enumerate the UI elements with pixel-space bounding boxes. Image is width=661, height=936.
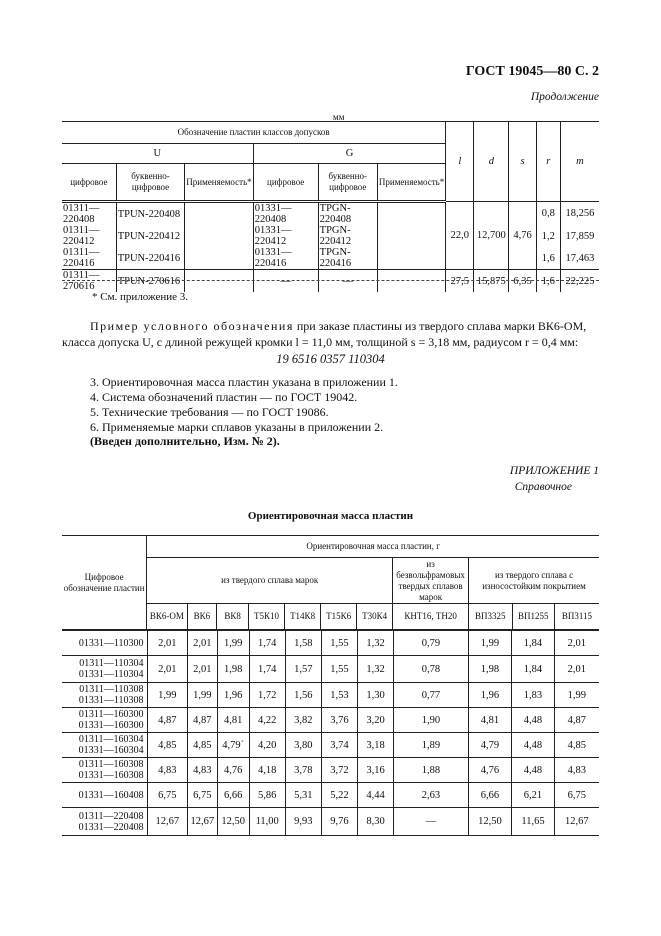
table-row bbox=[62, 758, 599, 783]
param-l: l bbox=[446, 122, 474, 202]
cell-m: 22,225 bbox=[560, 270, 599, 293]
cell-mass: 4,83 bbox=[187, 758, 217, 783]
cell-g-num: 01331—220412 bbox=[253, 225, 318, 247]
cell-u-num: 01311—270616 bbox=[63, 270, 100, 292]
cell-mass: 4,79 bbox=[468, 733, 512, 758]
cell-mass: 6,21 bbox=[512, 783, 555, 808]
cell-mass: 1,74 bbox=[249, 631, 285, 656]
grade-header: Т5К10 bbox=[249, 604, 285, 630]
designation-line: 01311—110308 bbox=[79, 684, 144, 695]
cell-mass: 2,01 bbox=[554, 631, 599, 656]
table-row bbox=[62, 783, 599, 808]
cell-designation bbox=[62, 758, 147, 783]
cell-mass: 2,01 bbox=[147, 656, 187, 683]
cell-g-num: 01331—220416 bbox=[253, 247, 318, 270]
cell-r: 1,6 bbox=[536, 247, 560, 270]
cell-mass: 0,77 bbox=[394, 683, 468, 708]
designation-line: 01331—160300 bbox=[78, 720, 144, 731]
cell-mass: 3,76 bbox=[321, 708, 357, 733]
cell-u-num: 01311—220412 bbox=[63, 225, 100, 247]
cell-mass: 1,57 bbox=[285, 656, 321, 683]
cell-l-merged: 22,0 bbox=[446, 202, 474, 270]
appendix-subtitle: Справочное bbox=[514, 481, 572, 493]
cell-mass: 12,50 bbox=[468, 808, 512, 836]
cell-mass: 1,89 bbox=[394, 733, 468, 758]
cell-designation bbox=[62, 708, 147, 733]
cell-designation bbox=[62, 783, 147, 808]
footnote: * См. приложение 3. bbox=[92, 291, 189, 303]
designation-line: 01331—160304 bbox=[78, 745, 144, 756]
cell-mass: 6,75 bbox=[187, 783, 217, 808]
cell-mass: 1,99 bbox=[554, 683, 599, 708]
param-r: r bbox=[536, 122, 560, 202]
cell-u-app bbox=[185, 247, 253, 270]
mass-table bbox=[62, 535, 599, 639]
cell-mass: 12,67 bbox=[187, 808, 217, 836]
cell-mass: 4,22 bbox=[249, 708, 285, 733]
cell-mass: 4,18 bbox=[249, 758, 285, 783]
cell-mass: 8,30 bbox=[358, 808, 394, 836]
group-tungsten-free: из безвольфрамовых твердых сплавов марок bbox=[393, 558, 469, 604]
cell-mass: 9,93 bbox=[285, 808, 321, 836]
cell-g-app bbox=[377, 247, 445, 270]
cell-mass: 11,00 bbox=[249, 808, 285, 836]
cell-mass: 3,78 bbox=[285, 758, 321, 783]
table-row bbox=[62, 202, 599, 226]
param-d: d bbox=[474, 122, 509, 202]
designation-line: 01331—160408 bbox=[78, 789, 144, 801]
cell-mass: 1,32 bbox=[358, 656, 394, 683]
cell-mass: 1,99 bbox=[468, 631, 512, 656]
sub-header-alnum: буквенно-цифровое bbox=[116, 164, 185, 202]
cell-mass: 3,18 bbox=[358, 733, 394, 758]
cell-mass: 11,65 bbox=[512, 808, 555, 836]
designation-table bbox=[62, 121, 599, 292]
item-4: 4. Система обозначений пластин — по ГОСТ 19042. bbox=[90, 390, 358, 404]
cell-mass: 0,79 bbox=[394, 631, 468, 656]
cell-mass: 4,85 bbox=[187, 733, 217, 758]
cell-mass: 1,99 bbox=[217, 631, 249, 656]
cell-mass: 3,20 bbox=[358, 708, 394, 733]
cell-mass: 1,74 bbox=[249, 656, 285, 683]
cell-mass: 0,78 bbox=[394, 656, 468, 683]
cell-g-alpha: — bbox=[318, 270, 377, 293]
cell-d: 15,875 bbox=[474, 270, 509, 293]
cell-mass: 2,01 bbox=[147, 631, 187, 656]
cell-m: 18,256 bbox=[560, 202, 599, 226]
cell-u-app bbox=[185, 202, 253, 226]
cell-mass: 6,66 bbox=[468, 783, 512, 808]
cell-mass: 1,98 bbox=[217, 656, 249, 683]
amendment-note: (Введен дополнительно, Изм. № 2). bbox=[90, 434, 280, 448]
cell-mass: 6,75 bbox=[554, 783, 599, 808]
example-line-2: класса допуска U, с длиной режущей кромки l = 11,0 мм, толщиной s = 3,18 мм, радиусом r = 0,4 мм: bbox=[62, 335, 579, 349]
cell-mass: 12,50 bbox=[217, 808, 249, 836]
cell-mass: 4,87 bbox=[187, 708, 217, 733]
cell-mass: 4,85 bbox=[554, 733, 599, 758]
grade-header: Т15К6 bbox=[321, 604, 357, 630]
designation-line: 01311—220408 bbox=[78, 810, 144, 822]
example-lead: Пример условного обозначения bbox=[90, 319, 294, 333]
param-m: m bbox=[560, 122, 599, 202]
grade-header: Т14К8 bbox=[285, 604, 321, 630]
designation-line: 01331—110304 bbox=[78, 669, 144, 680]
cell-mass: 4,81 bbox=[217, 708, 249, 733]
cell-designation bbox=[62, 733, 147, 758]
sub-header-usage: Применяемость* bbox=[377, 164, 445, 202]
item-5: 5. Технические требования — по ГОСТ 19086. bbox=[90, 405, 329, 419]
designation-line: 01311—160300 bbox=[78, 709, 144, 720]
grade-header: ВК6-ОМ bbox=[147, 604, 187, 630]
appendix-title: ПРИЛОЖЕНИЕ 1 bbox=[509, 465, 599, 477]
cell-mass: 4,83 bbox=[554, 758, 599, 783]
example-code: 19 6516 0357 110304 bbox=[276, 352, 385, 366]
cell-g-alpha: TPGN-220412 bbox=[318, 225, 377, 247]
cell-mass: 3,80 bbox=[285, 733, 321, 758]
cell-mass: 1,30 bbox=[358, 683, 394, 708]
group-hard-alloy: из твердого сплава марок bbox=[147, 558, 393, 604]
cell-mass: 2,01 bbox=[554, 656, 599, 683]
cell-mass: 1,32 bbox=[358, 631, 394, 656]
table-row bbox=[62, 683, 599, 708]
example-text: при заказе пластины из твердого сплава марки ВК6-ОМ, bbox=[293, 319, 587, 333]
cell-mass: 1,55 bbox=[321, 656, 357, 683]
mass-header: Ориентировочная масса пластин, г bbox=[147, 536, 599, 558]
cell-mass: 4,48 bbox=[512, 708, 555, 733]
cell-g-num: — bbox=[253, 270, 318, 293]
table-row bbox=[62, 708, 599, 733]
table-row bbox=[62, 733, 599, 758]
cell-mass: 1,99 bbox=[187, 683, 217, 708]
cell-designation bbox=[62, 683, 147, 708]
cell-mass: 4,87 bbox=[554, 708, 599, 733]
cell-mass: 4,85 bbox=[147, 733, 187, 758]
cell-mass: 5,86 bbox=[249, 783, 285, 808]
cell-mass: 1,88 bbox=[394, 758, 468, 783]
sub-header-digital: цифровое bbox=[62, 164, 116, 202]
cell-mass: 1,98 bbox=[468, 656, 512, 683]
cell-mass: 3,74 bbox=[321, 733, 357, 758]
cell-mass: 4,87 bbox=[147, 708, 187, 733]
cell-mass: 4,79` bbox=[217, 733, 249, 758]
cell-r: 0,8 bbox=[536, 202, 560, 226]
cell-u-app bbox=[185, 225, 253, 247]
cell-mass: 12,67 bbox=[554, 808, 599, 836]
cell-mass: 1,72 bbox=[249, 683, 285, 708]
continuation-label: Продолжение bbox=[530, 91, 599, 103]
cell-mass: 4,76 bbox=[217, 758, 249, 783]
cell-s-merged: 4,76 bbox=[509, 202, 536, 270]
cell-designation bbox=[62, 808, 147, 836]
group-coated: из твердого сплава с износостойким покрытием bbox=[469, 558, 599, 604]
example-line-1 bbox=[62, 318, 599, 334]
cell-mass: 4,48 bbox=[512, 758, 555, 783]
item-3: 3. Ориентировочная масса пластин указана в приложении 1. bbox=[90, 375, 398, 389]
designation-line: 01331—220408 bbox=[78, 821, 144, 833]
sub-header-usage: Применяемость* bbox=[185, 164, 253, 202]
cell-u-num: 01311—220408 bbox=[63, 203, 100, 225]
unit-label: мм bbox=[333, 112, 345, 122]
grade-header: КНТ16, ТН20 bbox=[393, 604, 469, 630]
cell-u-alpha: TPUN-220408 bbox=[116, 202, 185, 226]
cell-mass: 3,72 bbox=[321, 758, 357, 783]
cell-g-alpha: TPGN-220408 bbox=[318, 202, 377, 226]
grade-header: Т30К4 bbox=[357, 604, 393, 630]
cell-mass: 5,31 bbox=[285, 783, 321, 808]
cell-l: 27,5 bbox=[446, 270, 474, 293]
page-header: ГОСТ 19045—80 С. 2 bbox=[465, 64, 599, 79]
cell-mass: 1,55 bbox=[321, 631, 357, 656]
cell-mass: 1,90 bbox=[394, 708, 468, 733]
cell-mass: 5,22 bbox=[321, 783, 357, 808]
cell-mass: 1,83 bbox=[512, 683, 555, 708]
cell-mass: 1,84 bbox=[512, 631, 555, 656]
cell-mass: 3,16 bbox=[358, 758, 394, 783]
designation-line: 01331—110300 bbox=[78, 637, 144, 649]
cell-mass: 1,96 bbox=[217, 683, 249, 708]
table-row bbox=[62, 656, 599, 683]
table-end-rule bbox=[62, 280, 599, 281]
cell-designation bbox=[62, 631, 147, 656]
cell-mass: 12,67 bbox=[147, 808, 187, 836]
cell-u-num: 01311—220416 bbox=[62, 247, 116, 270]
table-row bbox=[62, 631, 599, 656]
cell-g-app bbox=[377, 225, 445, 247]
cell-mass: 2,01 bbox=[187, 631, 217, 656]
cell-mass: — bbox=[394, 808, 468, 836]
cell-m: 17,463 bbox=[560, 247, 599, 270]
grade-header: ВК8 bbox=[217, 604, 249, 630]
cell-m: 17,859 bbox=[560, 225, 599, 247]
class-u: U bbox=[62, 144, 253, 164]
cell-u-alpha: TPUN-270616 bbox=[116, 270, 185, 293]
cell-mass: 4,44 bbox=[358, 783, 394, 808]
grade-header: ВК6 bbox=[187, 604, 217, 630]
sub-header-alnum: буквенно-цифровое bbox=[318, 164, 377, 202]
cell-mass: 1,58 bbox=[285, 631, 321, 656]
class-g: G bbox=[253, 144, 446, 164]
designation-line: 01311—160304 bbox=[78, 734, 144, 745]
cell-designation bbox=[62, 656, 147, 683]
group-header: Обозначение пластин классов допусков bbox=[62, 122, 446, 144]
cell-mass: 9,76 bbox=[321, 808, 357, 836]
cell-r: 1,6 bbox=[536, 270, 560, 293]
cell-mass: 2,63 bbox=[394, 783, 468, 808]
cell-mass: 4,76 bbox=[468, 758, 512, 783]
mass-table-rows bbox=[62, 630, 599, 836]
cell-g-app bbox=[377, 202, 445, 226]
designation-line: 01311—110304 bbox=[79, 658, 144, 669]
table2-title: Ориентировочная масса пластин bbox=[247, 510, 414, 522]
cell-mass: 6,66 bbox=[217, 783, 249, 808]
cell-r: 1,2 bbox=[536, 225, 560, 247]
cell-mass: 4,83 bbox=[147, 758, 187, 783]
mass-table-body bbox=[62, 630, 599, 836]
cell-mass: 1,53 bbox=[321, 683, 357, 708]
table-row bbox=[62, 808, 599, 836]
cell-u-alpha: TPUN-220412 bbox=[116, 225, 185, 247]
grade-header: ВП3325 bbox=[469, 604, 512, 630]
param-s: s bbox=[509, 122, 536, 202]
cell-g-alpha: TPGN-220416 bbox=[318, 247, 377, 270]
cell-mass: 6,75 bbox=[147, 783, 187, 808]
cell-mass: 4,81 bbox=[468, 708, 512, 733]
item-6: 6. Применяемые марки сплавов указаны в приложении 2. bbox=[90, 420, 384, 434]
sub-header-digital: цифровое bbox=[253, 164, 318, 202]
cell-s: 6,35 bbox=[509, 270, 536, 293]
cell-d-merged: 12,700 bbox=[474, 202, 509, 270]
designation-line: 01311—160308 bbox=[78, 759, 144, 770]
cell-mass: 4,20 bbox=[249, 733, 285, 758]
cell-mass: 1,96 bbox=[468, 683, 512, 708]
cell-mass: 1,56 bbox=[285, 683, 321, 708]
cell-mass: 2,01 bbox=[187, 656, 217, 683]
designation-line: 01331—160308 bbox=[78, 770, 144, 781]
grade-header: ВП1255 bbox=[512, 604, 554, 630]
cell-mass: 4,48 bbox=[512, 733, 555, 758]
designation-line: 01331—110308 bbox=[78, 695, 144, 706]
cell-mass: 3,82 bbox=[285, 708, 321, 733]
cell-g-num: 01331—220408 bbox=[253, 202, 318, 226]
col-designation-header: Цифровое обозначение пластин bbox=[62, 536, 147, 630]
grade-header: ВП3115 bbox=[554, 604, 599, 630]
cell-mass: 1,84 bbox=[512, 656, 555, 683]
cell-u-alpha: TPUN-220416 bbox=[116, 247, 185, 270]
cell-mass: 1,99 bbox=[147, 683, 187, 708]
